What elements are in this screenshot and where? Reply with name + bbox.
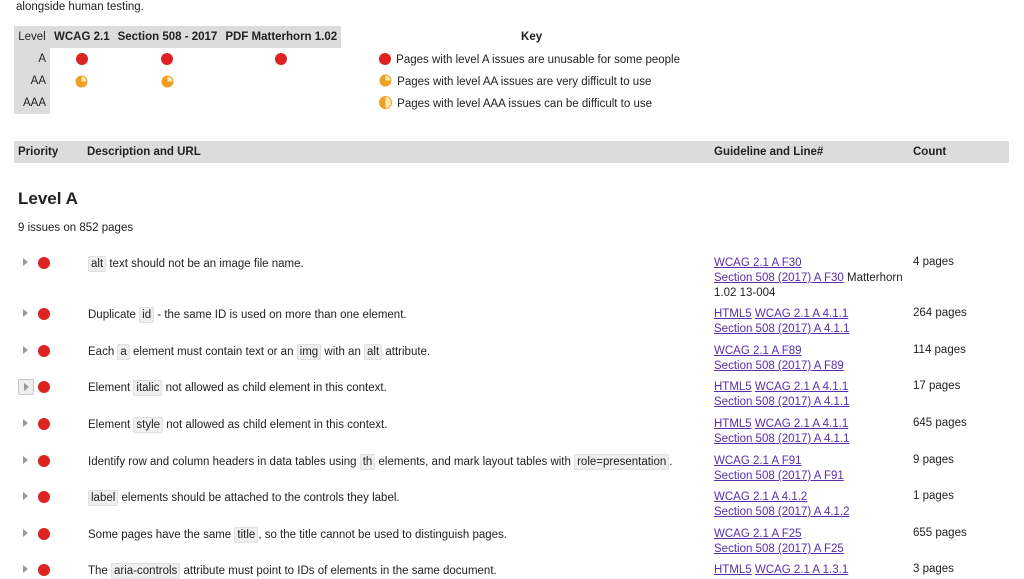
issue-count: 655 pages — [913, 527, 967, 539]
guideline-link-html5[interactable]: HTML5 — [714, 564, 752, 576]
header-priority: Priority — [18, 146, 59, 158]
legend-header-matterhorn: PDF Matterhorn 1.02 — [221, 26, 341, 48]
red-circle-icon — [38, 257, 50, 269]
expand-triangle-icon[interactable] — [18, 255, 32, 269]
guideline-link-section508[interactable]: Section 508 (2017) A 4.1.1 — [714, 433, 850, 445]
intro-text: alongside human testing. — [16, 1, 144, 13]
section-title: Level A — [18, 189, 78, 208]
legend-key-title: Key — [521, 31, 543, 43]
description-text: Element — [88, 382, 134, 394]
description-text: elements should be attached to the controls they label. — [118, 492, 400, 504]
red-circle-icon — [38, 455, 50, 467]
code-snippet: alt — [88, 256, 106, 272]
description-text: - the same ID is used on more than one element. — [154, 309, 407, 321]
code-snippet: a — [117, 344, 129, 360]
code-snippet: title — [234, 527, 258, 543]
three-quarter-circle-icon — [161, 75, 174, 88]
guideline-link-wcag[interactable]: WCAG 2.1 A F30 — [714, 257, 802, 269]
description-text: , so the title cannot be used to distinguish pages. — [258, 529, 508, 541]
header-description: Description and URL — [87, 146, 201, 158]
guideline-link-wcag[interactable]: WCAG 2.1 A 4.1.1 — [754, 418, 849, 430]
three-quarter-circle-icon — [75, 75, 88, 88]
description-text: elements, and mark layout tables with — [375, 456, 575, 468]
issue-description — [88, 380, 387, 396]
guideline-link-html5[interactable]: HTML5 — [714, 381, 752, 393]
guideline-extra-text: Matterhorn 1.02 13-004 — [714, 272, 903, 299]
issue-description — [88, 417, 387, 433]
guideline-link-section508[interactable]: Section 508 (2017) A F25 — [714, 543, 844, 555]
guideline-links — [714, 380, 909, 410]
code-snippet: italic — [133, 380, 162, 396]
guideline-link-wcag[interactable]: WCAG 2.1 A F91 — [714, 455, 802, 467]
guideline-link-wcag[interactable]: WCAG 2.1 A 4.1.1 — [754, 308, 849, 320]
expand-triangle-icon[interactable] — [18, 306, 32, 320]
section-summary: 9 issues on 852 pages — [18, 222, 134, 234]
description-text: attribute must point to IDs of elements in the same document. — [180, 565, 497, 577]
description-text: . — [669, 456, 673, 468]
issues-table-header — [14, 141, 1009, 163]
red-circle-icon — [38, 564, 50, 576]
description-text: attribute. — [382, 346, 431, 358]
red-circle-icon — [275, 53, 287, 65]
red-circle-icon — [76, 53, 88, 65]
legend-level-aa: AA — [14, 70, 50, 92]
red-circle-icon — [38, 528, 50, 540]
guideline-link-html5[interactable]: HTML5 — [714, 418, 752, 430]
legend-key-aaa: Pages with level AAA issues can be difficult to use — [397, 98, 653, 110]
issue-count: 9 pages — [913, 454, 954, 466]
guideline-links — [714, 307, 909, 337]
guideline-link-section508[interactable]: Section 508 (2017) A F91 — [714, 470, 844, 482]
header-guideline: Guideline and Line# — [714, 146, 824, 158]
guideline-link-wcag[interactable]: WCAG 2.1 A 1.3.1 — [754, 564, 849, 576]
description-text: not allowed as child element in this context. — [162, 382, 387, 394]
guideline-link-wcag[interactable]: WCAG 2.1 A 4.1.1 — [754, 381, 849, 393]
description-text: Duplicate — [88, 309, 140, 321]
guideline-link-section508[interactable]: Section 508 (2017) A F89 — [714, 360, 844, 372]
issue-count: 17 pages — [913, 380, 961, 392]
legend-level-a: A — [14, 48, 50, 70]
description-text: text should not be an image file name. — [106, 258, 304, 270]
code-snippet: img — [297, 344, 322, 360]
red-circle-icon — [38, 381, 50, 393]
description-text: Some pages have the same — [88, 529, 235, 541]
three-quarter-circle-icon — [379, 74, 392, 87]
red-circle-icon — [38, 308, 50, 320]
issue-count: 114 pages — [913, 344, 966, 356]
guideline-links — [714, 490, 909, 520]
description-text: Element — [88, 419, 134, 431]
guideline-links — [714, 563, 909, 578]
issue-count: 1 pages — [913, 490, 954, 502]
expand-triangle-icon[interactable] — [18, 562, 32, 576]
issue-count: 645 pages — [913, 417, 967, 429]
description-text: Identify row and column headers in data tables using — [88, 456, 360, 468]
guideline-link-section508[interactable]: Section 508 (2017) A 4.1.1 — [714, 323, 850, 335]
guideline-link-wcag[interactable]: WCAG 2.1 A F89 — [714, 345, 802, 357]
description-text: with an — [321, 346, 365, 358]
guideline-links — [714, 454, 909, 484]
issue-description — [88, 563, 497, 579]
expand-triangle-icon[interactable] — [18, 379, 34, 395]
legend-header-wcag: WCAG 2.1 — [50, 26, 114, 48]
legend-key-a: Pages with level A issues are unusable for some people — [396, 53, 680, 66]
header-count: Count — [913, 146, 947, 158]
description-text: not allowed as child element in this context. — [163, 419, 388, 431]
code-snippet: alt — [364, 344, 382, 360]
issue-description — [88, 344, 430, 360]
guideline-link-wcag[interactable]: WCAG 2.1 A F25 — [714, 528, 802, 540]
legend-header-level: Level — [14, 26, 50, 48]
issue-count: 264 pages — [913, 307, 967, 319]
guideline-links — [714, 344, 909, 374]
issue-description — [88, 256, 304, 272]
guideline-links — [714, 527, 909, 557]
legend-header-section508: Section 508 - 2017 — [114, 26, 222, 48]
code-snippet: th — [360, 454, 376, 470]
guideline-link-wcag[interactable]: WCAG 2.1 A 4.1.2 — [714, 491, 808, 503]
legend-key-aa: Pages with level AA issues are very difficult to use — [397, 76, 652, 88]
description-text: Each — [88, 346, 118, 358]
code-snippet: id — [139, 307, 154, 323]
half-circle-icon — [379, 96, 392, 109]
guideline-link-section508[interactable]: Section 508 (2017) A 4.1.1 — [714, 396, 850, 408]
issue-description — [88, 527, 507, 543]
issue-count: 4 pages — [913, 256, 954, 268]
guideline-links — [714, 256, 909, 301]
red-circle-icon — [38, 418, 50, 430]
guideline-link-html5[interactable]: HTML5 — [714, 308, 752, 320]
red-circle-icon — [161, 53, 173, 65]
red-circle-icon — [38, 345, 50, 357]
red-circle-icon — [379, 53, 391, 65]
guideline-link-section508[interactable]: Section 508 (2017) A 4.1.2 — [714, 506, 850, 518]
expand-triangle-icon[interactable] — [18, 489, 32, 503]
code-snippet: role=presentation — [574, 454, 669, 470]
legend-level-aaa: AAA — [14, 92, 50, 114]
issue-description — [88, 454, 672, 470]
expand-triangle-icon[interactable] — [18, 526, 32, 540]
expand-triangle-icon[interactable] — [18, 416, 32, 430]
guideline-links — [714, 417, 909, 447]
issue-description — [88, 490, 400, 506]
red-circle-icon — [38, 491, 50, 503]
expand-triangle-icon[interactable] — [18, 343, 32, 357]
issue-count: 3 pages — [913, 563, 954, 575]
description-text: element must contain text or an — [129, 346, 297, 358]
code-snippet: aria-controls — [111, 563, 180, 579]
expand-triangle-icon[interactable] — [18, 453, 32, 467]
code-snippet: style — [133, 417, 163, 433]
issue-description — [88, 307, 407, 323]
description-text: The — [88, 565, 112, 577]
code-snippet: label — [88, 490, 118, 506]
guideline-link-section508[interactable]: Section 508 (2017) A F30 — [714, 272, 844, 284]
legend-table — [14, 26, 684, 114]
